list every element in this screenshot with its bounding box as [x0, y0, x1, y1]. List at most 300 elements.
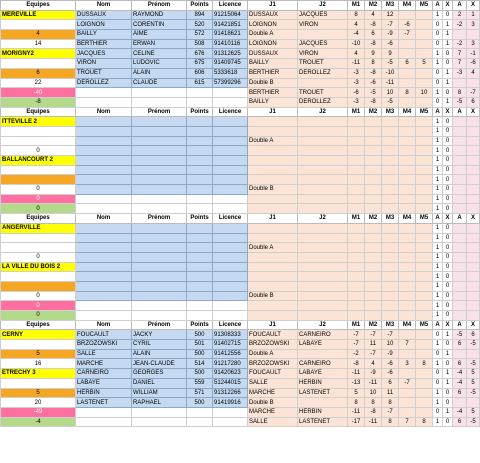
player-name-cell[interactable] [76, 262, 132, 272]
match-player2-cell[interactable]: JACQUES [298, 39, 348, 49]
set-score-cell[interactable] [416, 388, 433, 398]
team-cell[interactable] [1, 165, 76, 175]
match-player1-cell[interactable] [248, 262, 298, 272]
match-player1-cell[interactable]: DUSSAUX [248, 49, 298, 59]
match-player1-cell[interactable]: LOIGNON [248, 39, 298, 49]
player-points-cell[interactable] [187, 175, 213, 185]
set-score-cell[interactable] [365, 281, 382, 291]
set-score-cell[interactable]: 10 [382, 88, 399, 98]
set-score-cell[interactable]: -5 [382, 97, 399, 107]
set-score-cell[interactable] [416, 20, 433, 30]
set-score-cell[interactable]: -10 [348, 39, 365, 49]
player-name-cell[interactable] [76, 243, 132, 253]
player-name-cell[interactable] [76, 126, 132, 136]
set-score-cell[interactable]: 4 [365, 359, 382, 369]
match-player2-cell[interactable] [298, 262, 348, 272]
team-cell[interactable]: MEREVILLE [1, 10, 76, 20]
match-player2-cell[interactable]: HERBIN [298, 378, 348, 388]
team-cell[interactable]: 0 [1, 291, 76, 301]
team-cell[interactable]: -49 [1, 407, 76, 417]
player-licence-cell[interactable] [213, 156, 248, 166]
team-cell[interactable]: ANGERVILLE [1, 223, 76, 233]
player-name-cell[interactable]: LOIGNON [76, 20, 132, 30]
player-points-cell[interactable]: 500 [187, 369, 213, 379]
set-score-cell[interactable] [382, 175, 399, 185]
set-score-cell[interactable] [416, 194, 433, 204]
player-firstname-cell[interactable] [132, 272, 187, 282]
player-points-cell[interactable]: 571 [187, 388, 213, 398]
player-firstname-cell[interactable]: JACKY [132, 330, 187, 340]
set-score-cell[interactable] [348, 194, 365, 204]
match-player2-cell[interactable] [298, 272, 348, 282]
set-score-cell[interactable] [416, 330, 433, 340]
match-player1-cell[interactable]: Double A [248, 30, 298, 40]
match-player2-cell[interactable]: HERBIN [298, 407, 348, 417]
set-score-cell[interactable] [365, 165, 382, 175]
set-score-cell[interactable] [416, 340, 433, 350]
set-score-cell[interactable]: 8 [365, 59, 382, 69]
set-score-cell[interactable]: -9 [365, 369, 382, 379]
team-cell[interactable] [1, 340, 76, 350]
match-player1-cell[interactable]: Double A [248, 243, 298, 253]
match-player2-cell[interactable]: VIRON [298, 49, 348, 59]
player-points-cell[interactable] [187, 88, 213, 98]
player-licence-cell[interactable]: 91409745 [213, 59, 248, 69]
set-score-cell[interactable] [399, 262, 416, 272]
match-player2-cell[interactable] [298, 252, 348, 262]
player-points-cell[interactable]: 615 [187, 78, 213, 88]
player-licence-cell[interactable]: 91312266 [213, 388, 248, 398]
set-score-cell[interactable] [365, 262, 382, 272]
match-player1-cell[interactable] [248, 204, 298, 214]
team-cell[interactable]: 0 [1, 311, 76, 321]
player-name-cell[interactable] [76, 407, 132, 417]
player-name-cell[interactable] [76, 272, 132, 282]
player-name-cell[interactable] [76, 165, 132, 175]
player-licence-cell[interactable]: 51244015 [213, 378, 248, 388]
set-score-cell[interactable]: 6 [365, 30, 382, 40]
set-score-cell[interactable] [416, 39, 433, 49]
set-score-cell[interactable] [399, 194, 416, 204]
set-score-cell[interactable]: -8 [365, 407, 382, 417]
team-cell[interactable]: ITTEVILLE 2 [1, 117, 76, 127]
match-player1-cell[interactable]: Double A [248, 136, 298, 146]
set-score-cell[interactable] [416, 117, 433, 127]
player-licence-cell[interactable] [213, 252, 248, 262]
player-points-cell[interactable] [187, 156, 213, 166]
set-score-cell[interactable] [382, 233, 399, 243]
team-cell[interactable] [1, 175, 76, 185]
set-score-cell[interactable]: -9 [382, 349, 399, 359]
set-score-cell[interactable] [348, 156, 365, 166]
player-name-cell[interactable]: BRZOZOWSKI [76, 340, 132, 350]
player-points-cell[interactable] [187, 233, 213, 243]
set-score-cell[interactable] [416, 252, 433, 262]
player-firstname-cell[interactable] [132, 223, 187, 233]
set-score-cell[interactable] [348, 281, 365, 291]
set-score-cell[interactable] [348, 262, 365, 272]
set-score-cell[interactable] [399, 156, 416, 166]
player-name-cell[interactable]: MARCHE [76, 359, 132, 369]
set-score-cell[interactable] [416, 204, 433, 214]
player-points-cell[interactable]: 894 [187, 10, 213, 20]
team-cell[interactable]: MORIGNY2 [1, 49, 76, 59]
set-score-cell[interactable] [365, 291, 382, 301]
player-points-cell[interactable] [187, 281, 213, 291]
match-player1-cell[interactable]: Double B [248, 78, 298, 88]
match-player2-cell[interactable]: TROUET [298, 59, 348, 69]
set-score-cell[interactable]: 11 [382, 388, 399, 398]
set-score-cell[interactable]: 8 [416, 417, 433, 427]
player-name-cell[interactable]: DUSSAUX [76, 10, 132, 20]
player-name-cell[interactable] [76, 194, 132, 204]
player-licence-cell[interactable] [213, 417, 248, 427]
set-score-cell[interactable]: 7 [399, 340, 416, 350]
team-cell[interactable]: 22 [1, 78, 76, 88]
match-player2-cell[interactable] [298, 398, 348, 408]
player-firstname-cell[interactable] [132, 281, 187, 291]
player-name-cell[interactable] [76, 204, 132, 214]
set-score-cell[interactable] [399, 146, 416, 156]
player-name-cell[interactable]: FOUCAULT [76, 330, 132, 340]
player-licence-cell[interactable] [213, 291, 248, 301]
set-score-cell[interactable] [382, 156, 399, 166]
player-licence-cell[interactable] [213, 88, 248, 98]
player-name-cell[interactable] [76, 97, 132, 107]
player-name-cell[interactable]: TROUET [76, 68, 132, 78]
match-player2-cell[interactable] [298, 126, 348, 136]
match-player2-cell[interactable] [298, 349, 348, 359]
player-firstname-cell[interactable]: CORENTIN [132, 20, 187, 30]
player-firstname-cell[interactable] [132, 407, 187, 417]
set-score-cell[interactable] [348, 165, 365, 175]
set-score-cell[interactable]: 10 [365, 388, 382, 398]
player-name-cell[interactable] [76, 156, 132, 166]
team-cell[interactable] [1, 126, 76, 136]
set-score-cell[interactable] [365, 272, 382, 282]
match-player1-cell[interactable] [248, 301, 298, 311]
player-licence-cell[interactable] [213, 204, 248, 214]
set-score-cell[interactable]: 4 [348, 20, 365, 30]
player-points-cell[interactable]: 501 [187, 340, 213, 350]
player-licence-cell[interactable]: 57399296 [213, 78, 248, 88]
set-score-cell[interactable] [399, 126, 416, 136]
set-score-cell[interactable]: -3 [348, 68, 365, 78]
player-firstname-cell[interactable]: RAPHAEL [132, 398, 187, 408]
match-player1-cell[interactable] [248, 272, 298, 282]
player-name-cell[interactable]: BERTHIER [76, 39, 132, 49]
player-name-cell[interactable] [76, 291, 132, 301]
team-cell[interactable]: -4 [1, 417, 76, 427]
set-score-cell[interactable] [382, 272, 399, 282]
player-name-cell[interactable]: LASTENET [76, 398, 132, 408]
player-licence-cell[interactable]: 91418621 [213, 30, 248, 40]
player-firstname-cell[interactable] [132, 252, 187, 262]
match-player2-cell[interactable]: DEROLLEZ [298, 97, 348, 107]
set-score-cell[interactable] [399, 398, 416, 408]
match-player1-cell[interactable] [248, 223, 298, 233]
set-score-cell[interactable] [399, 68, 416, 78]
match-player1-cell[interactable]: SALLE [248, 378, 298, 388]
match-player1-cell[interactable]: MARCHE [248, 407, 298, 417]
player-points-cell[interactable] [187, 262, 213, 272]
team-cell[interactable] [1, 378, 76, 388]
match-player2-cell[interactable] [298, 175, 348, 185]
set-score-cell[interactable] [348, 243, 365, 253]
set-score-cell[interactable]: -7 [382, 20, 399, 30]
match-player1-cell[interactable] [248, 156, 298, 166]
set-score-cell[interactable]: -6 [365, 78, 382, 88]
player-firstname-cell[interactable]: WILLIAM [132, 388, 187, 398]
match-player1-cell[interactable]: BRZOZOWSKI [248, 359, 298, 369]
player-firstname-cell[interactable]: ERWAN [132, 39, 187, 49]
team-cell[interactable]: -40 [1, 88, 76, 98]
match-player2-cell[interactable]: LABAYE [298, 340, 348, 350]
player-points-cell[interactable] [187, 204, 213, 214]
player-licence-cell[interactable]: 91421851 [213, 20, 248, 30]
set-score-cell[interactable] [348, 291, 365, 301]
set-score-cell[interactable] [416, 146, 433, 156]
match-player1-cell[interactable]: Double B [248, 398, 298, 408]
set-score-cell[interactable]: -7 [365, 349, 382, 359]
team-cell[interactable]: ETRECHY 3 [1, 369, 76, 379]
team-cell[interactable]: 0 [1, 194, 76, 204]
match-player1-cell[interactable]: Double A [248, 349, 298, 359]
match-player2-cell[interactable] [298, 165, 348, 175]
set-score-cell[interactable] [365, 156, 382, 166]
player-points-cell[interactable] [187, 194, 213, 204]
set-score-cell[interactable] [382, 146, 399, 156]
set-score-cell[interactable]: -7 [399, 30, 416, 40]
set-score-cell[interactable]: -11 [365, 417, 382, 427]
set-score-cell[interactable]: -5 [365, 88, 382, 98]
set-score-cell[interactable]: -6 [382, 39, 399, 49]
match-player1-cell[interactable] [248, 175, 298, 185]
player-firstname-cell[interactable] [132, 146, 187, 156]
set-score-cell[interactable] [399, 136, 416, 146]
match-player2-cell[interactable] [298, 185, 348, 195]
team-cell[interactable]: BALLANCOURT 2 [1, 156, 76, 166]
player-licence-cell[interactable] [213, 136, 248, 146]
set-score-cell[interactable] [365, 252, 382, 262]
set-score-cell[interactable] [365, 146, 382, 156]
set-score-cell[interactable] [348, 301, 365, 311]
set-score-cell[interactable]: 10 [416, 88, 433, 98]
player-licence-cell[interactable] [213, 272, 248, 282]
match-player1-cell[interactable]: FOUCAULT [248, 369, 298, 379]
team-cell[interactable]: -8 [1, 97, 76, 107]
player-firstname-cell[interactable]: DANIEL [132, 378, 187, 388]
player-firstname-cell[interactable] [132, 88, 187, 98]
set-score-cell[interactable] [348, 175, 365, 185]
player-firstname-cell[interactable]: RAYMOND [132, 10, 187, 20]
set-score-cell[interactable] [365, 223, 382, 233]
player-licence-cell[interactable] [213, 97, 248, 107]
player-points-cell[interactable] [187, 291, 213, 301]
match-player1-cell[interactable]: LOIGNON [248, 20, 298, 30]
player-licence-cell[interactable] [213, 223, 248, 233]
set-score-cell[interactable] [382, 117, 399, 127]
set-score-cell[interactable] [399, 272, 416, 282]
player-points-cell[interactable] [187, 126, 213, 136]
set-score-cell[interactable] [399, 291, 416, 301]
set-score-cell[interactable] [382, 223, 399, 233]
player-licence-cell[interactable]: 91402715 [213, 340, 248, 350]
player-firstname-cell[interactable] [132, 126, 187, 136]
team-cell[interactable]: 0 [1, 146, 76, 156]
match-player2-cell[interactable] [298, 204, 348, 214]
match-player2-cell[interactable]: TROUET [298, 88, 348, 98]
team-cell[interactable]: 20 [1, 398, 76, 408]
set-score-cell[interactable]: 9 [382, 49, 399, 59]
set-score-cell[interactable] [348, 252, 365, 262]
player-licence-cell[interactable]: 91217280 [213, 359, 248, 369]
match-player2-cell[interactable] [298, 30, 348, 40]
set-score-cell[interactable] [382, 311, 399, 321]
team-cell[interactable]: 4 [1, 30, 76, 40]
set-score-cell[interactable] [382, 136, 399, 146]
set-score-cell[interactable] [416, 243, 433, 253]
team-cell[interactable] [1, 59, 76, 69]
match-player2-cell[interactable] [298, 156, 348, 166]
set-score-cell[interactable] [348, 185, 365, 195]
player-firstname-cell[interactable]: CELINE [132, 49, 187, 59]
player-licence-cell[interactable]: 91420623 [213, 369, 248, 379]
set-score-cell[interactable]: 8 [348, 10, 365, 20]
set-score-cell[interactable] [399, 165, 416, 175]
set-score-cell[interactable]: 6 [399, 59, 416, 69]
match-player2-cell[interactable] [298, 136, 348, 146]
player-points-cell[interactable]: 500 [187, 330, 213, 340]
set-score-cell[interactable] [416, 126, 433, 136]
set-score-cell[interactable] [382, 204, 399, 214]
player-name-cell[interactable] [76, 311, 132, 321]
set-score-cell[interactable] [416, 165, 433, 175]
player-name-cell[interactable]: VIRON [76, 59, 132, 69]
set-score-cell[interactable]: -13 [348, 378, 365, 388]
set-score-cell[interactable] [382, 126, 399, 136]
player-points-cell[interactable]: 559 [187, 378, 213, 388]
set-score-cell[interactable] [348, 272, 365, 282]
player-points-cell[interactable] [187, 252, 213, 262]
set-score-cell[interactable] [399, 252, 416, 262]
player-points-cell[interactable] [187, 407, 213, 417]
player-firstname-cell[interactable] [132, 156, 187, 166]
player-firstname-cell[interactable]: CYRIL [132, 340, 187, 350]
match-player2-cell[interactable] [298, 311, 348, 321]
match-player2-cell[interactable] [298, 301, 348, 311]
match-player1-cell[interactable] [248, 117, 298, 127]
set-score-cell[interactable] [399, 407, 416, 417]
player-points-cell[interactable]: 520 [187, 20, 213, 30]
player-points-cell[interactable]: 606 [187, 68, 213, 78]
set-score-cell[interactable] [416, 68, 433, 78]
player-name-cell[interactable]: CARNEIRO [76, 369, 132, 379]
set-score-cell[interactable] [365, 311, 382, 321]
set-score-cell[interactable] [416, 175, 433, 185]
match-player1-cell[interactable]: DUSSAUX [248, 10, 298, 20]
player-licence-cell[interactable] [213, 233, 248, 243]
match-player1-cell[interactable] [248, 165, 298, 175]
set-score-cell[interactable] [399, 78, 416, 88]
set-score-cell[interactable]: -3 [348, 78, 365, 88]
set-score-cell[interactable] [382, 262, 399, 272]
player-licence-cell[interactable] [213, 185, 248, 195]
set-score-cell[interactable] [399, 204, 416, 214]
set-score-cell[interactable]: 8 [348, 398, 365, 408]
match-player2-cell[interactable] [298, 194, 348, 204]
player-licence-cell[interactable]: 91308333 [213, 330, 248, 340]
player-licence-cell[interactable] [213, 281, 248, 291]
set-score-cell[interactable] [416, 156, 433, 166]
team-cell[interactable] [1, 20, 76, 30]
set-score-cell[interactable]: 5 [416, 59, 433, 69]
set-score-cell[interactable] [416, 30, 433, 40]
set-score-cell[interactable] [382, 243, 399, 253]
match-player2-cell[interactable]: VIRON [298, 20, 348, 30]
match-player2-cell[interactable]: LASTENET [298, 417, 348, 427]
set-score-cell[interactable]: -11 [348, 59, 365, 69]
match-player2-cell[interactable] [298, 291, 348, 301]
team-cell[interactable] [1, 233, 76, 243]
set-score-cell[interactable] [399, 243, 416, 253]
player-firstname-cell[interactable] [132, 291, 187, 301]
set-score-cell[interactable]: -11 [382, 78, 399, 88]
player-name-cell[interactable]: SALLE [76, 349, 132, 359]
player-licence-cell[interactable] [213, 262, 248, 272]
set-score-cell[interactable] [416, 369, 433, 379]
set-score-cell[interactable] [399, 175, 416, 185]
player-licence-cell[interactable] [213, 165, 248, 175]
set-score-cell[interactable] [399, 233, 416, 243]
player-firstname-cell[interactable] [132, 204, 187, 214]
set-score-cell[interactable] [399, 49, 416, 59]
match-player2-cell[interactable] [298, 281, 348, 291]
player-points-cell[interactable] [187, 165, 213, 175]
player-licence-cell[interactable] [213, 243, 248, 253]
set-score-cell[interactable]: 9 [365, 49, 382, 59]
set-score-cell[interactable] [365, 204, 382, 214]
set-score-cell[interactable] [365, 117, 382, 127]
team-cell[interactable]: CERNY [1, 330, 76, 340]
match-player1-cell[interactable]: BERTHIER [248, 68, 298, 78]
set-score-cell[interactable] [382, 165, 399, 175]
set-score-cell[interactable]: 4 [348, 49, 365, 59]
set-score-cell[interactable] [399, 185, 416, 195]
player-points-cell[interactable] [187, 97, 213, 107]
player-firstname-cell[interactable] [132, 175, 187, 185]
player-firstname-cell[interactable] [132, 136, 187, 146]
team-cell[interactable]: 5 [1, 388, 76, 398]
player-licence-cell[interactable] [213, 117, 248, 127]
player-firstname-cell[interactable] [132, 165, 187, 175]
player-firstname-cell[interactable]: AIME [132, 30, 187, 40]
set-score-cell[interactable] [348, 233, 365, 243]
player-points-cell[interactable]: 572 [187, 30, 213, 40]
player-name-cell[interactable] [76, 417, 132, 427]
player-points-cell[interactable]: 675 [187, 59, 213, 69]
set-score-cell[interactable] [348, 117, 365, 127]
set-score-cell[interactable]: -17 [348, 417, 365, 427]
set-score-cell[interactable]: 5 [348, 388, 365, 398]
player-licence-cell[interactable]: 91312625 [213, 49, 248, 59]
player-firstname-cell[interactable]: GEORGES [132, 369, 187, 379]
team-cell[interactable]: 0 [1, 252, 76, 262]
set-score-cell[interactable]: -6 [348, 88, 365, 98]
player-name-cell[interactable] [76, 185, 132, 195]
match-player1-cell[interactable] [248, 146, 298, 156]
team-cell[interactable]: 0 [1, 204, 76, 214]
